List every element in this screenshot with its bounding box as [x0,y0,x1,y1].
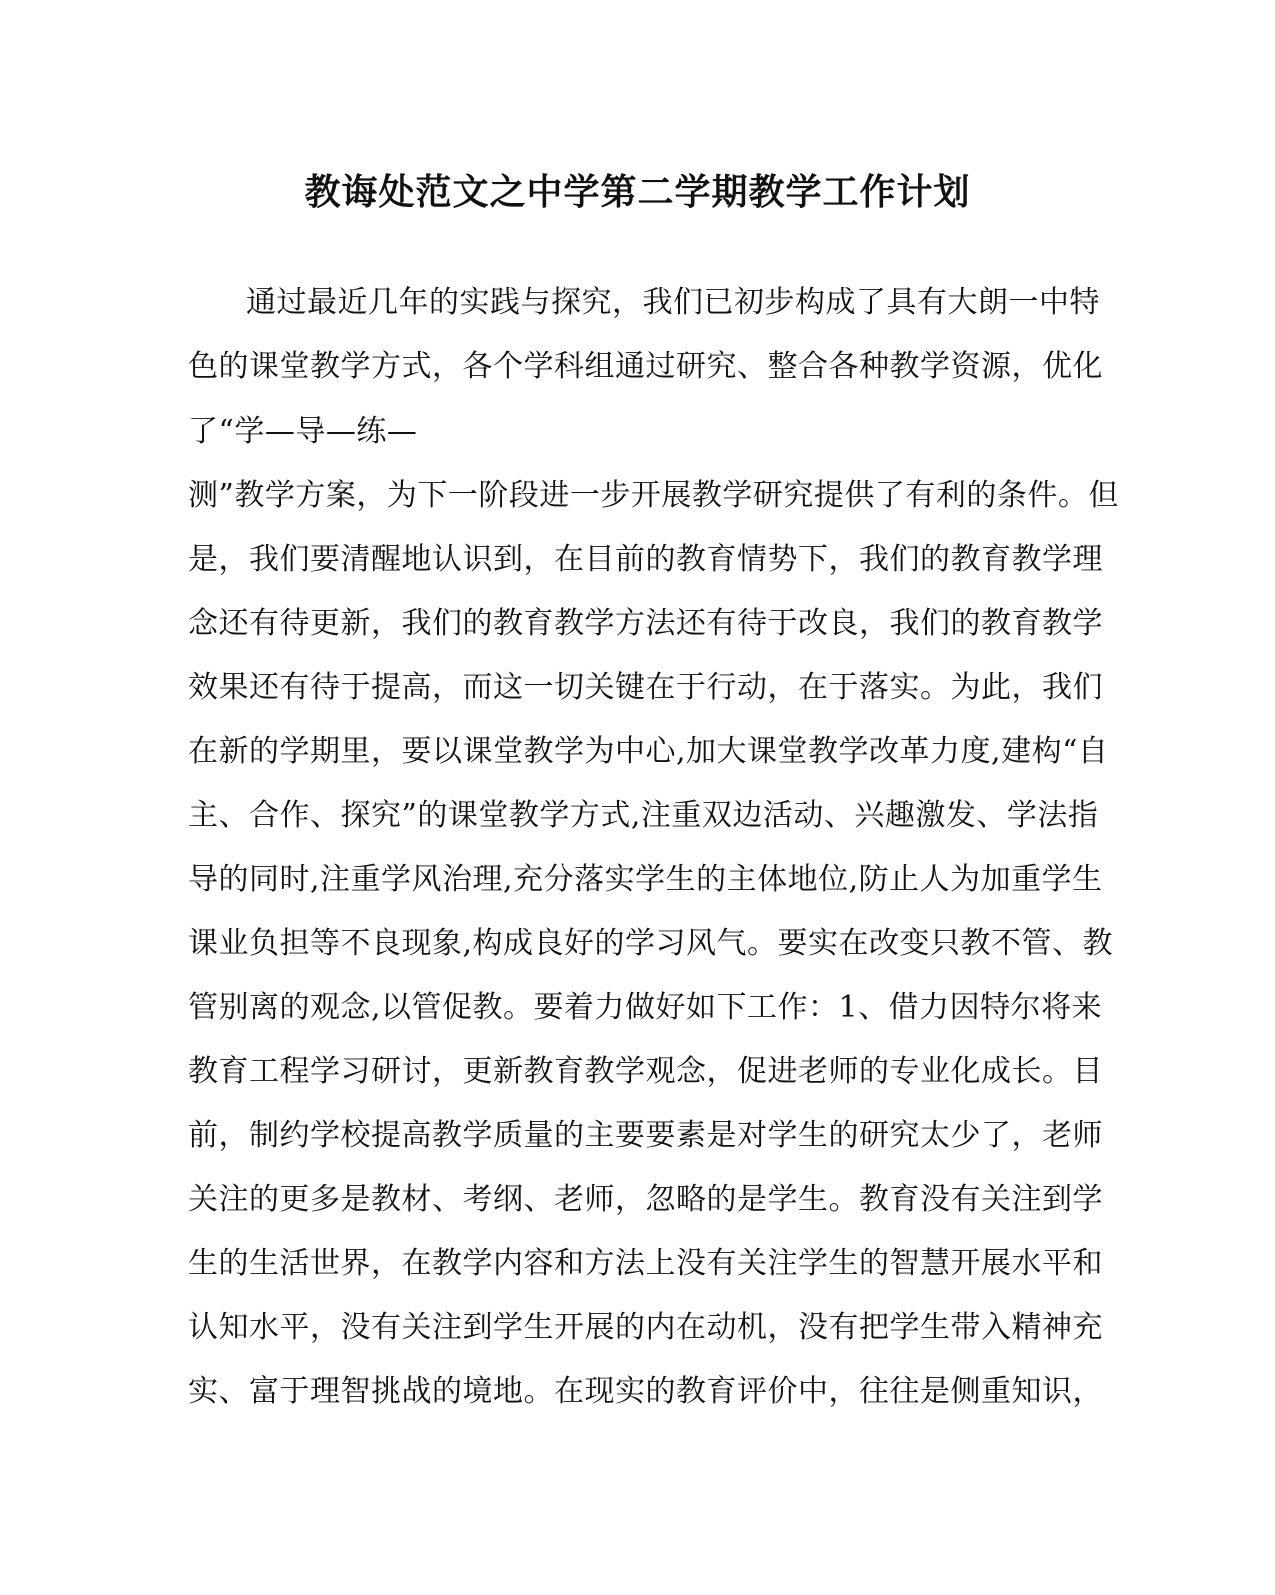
body-line: 关注的更多是教材、考纲、老师，忽略的是学生。教育没有关注到学 [188,1182,1103,1217]
body-line: 效果还有待于提高，而这一切关键在于行动，在于落实。为此，我们 [188,670,1103,705]
body-line: 课业负担等不良现象,构成良好的学习风气。要实在改变只教不管、教 [188,926,1114,961]
body-line: 管别离的观念,以管促教。要着力做好如下工作：1、借力因特尔将来 [188,990,1103,1025]
document-title: 教诲处范文之中学第二学期教学工作计划 [304,171,971,213]
body-line: 实、富于理智挑战的境地。在现实的教育评价中，往往是侧重知识， [188,1374,1103,1409]
body-line: 认知水平，没有关注到学生开展的内在动机，没有把学生带入精神充 [188,1310,1103,1345]
body-line: 在新的学期里，要以课堂教学为中心,加大课堂教学改革力度,建构“自 [188,734,1109,769]
body-line: 前，制约学校提高教学质量的主要要素是对学生的研究太少了，老师 [188,1118,1103,1153]
body-line: 通过最近几年的实践与探究，我们已初步构成了具有大朗一中特 [246,285,1100,320]
body-line: 生的生活世界，在教学内容和方法上没有关注学生的智慧开展水平和 [188,1246,1103,1281]
body-line: 测”教学方案，为下一阶段进一步开展教学研究提供了有利的条件。但 [188,478,1119,513]
body-line: 色的课堂教学方式，各个学科组通过研究、整合各种教学资源，优化 [188,349,1103,384]
body-line: 导的同时,注重学风治理,充分落实学生的主体地位,防止人为加重学生 [188,862,1103,897]
body-line: 教育工程学习研讨，更新教育教学观念，促进老师的专业化成长。目 [188,1054,1103,1089]
body-line: 是，我们要清醒地认识到，在目前的教育情势下，我们的教育教学理 [188,542,1103,577]
body-line: 念还有待更新，我们的教育教学方法还有待于改良，我们的教育教学 [188,606,1103,641]
body-line: 主、合作、探究”的课堂教学方式,注重双边活动、兴趣激发、学法指 [188,798,1099,833]
body-line: 了“学—导—练— [188,414,418,449]
